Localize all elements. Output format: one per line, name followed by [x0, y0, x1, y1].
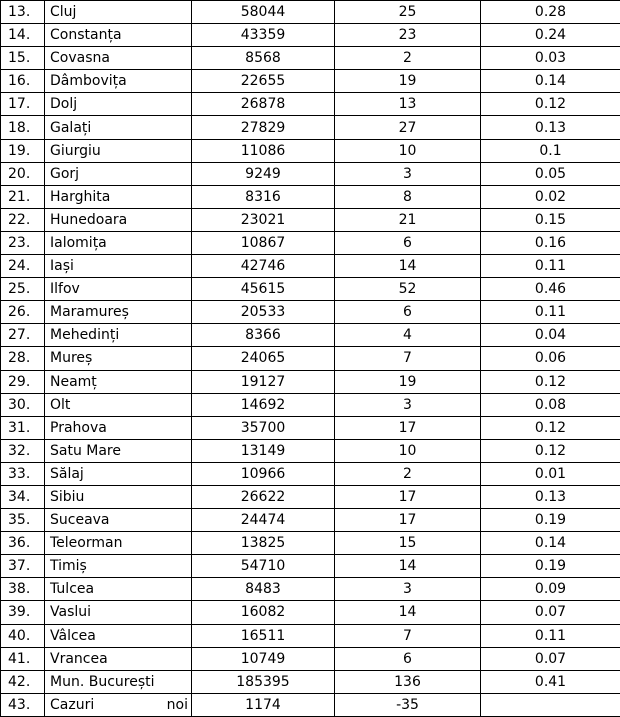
row-number-cell: 16.: [1, 70, 45, 93]
table-row: [1, 532, 620, 555]
count-cell: 3: [335, 393, 481, 416]
table-row: [1, 670, 620, 693]
table-row: [1, 555, 620, 578]
table-row: [1, 370, 620, 393]
count-cell: 3: [335, 162, 481, 185]
rate-cell: 0.09: [481, 578, 620, 601]
county-name-cell: Olt: [45, 393, 192, 416]
value-cell: 45615: [192, 278, 335, 301]
new-cases-label-right: noi: [167, 695, 188, 715]
row-number-cell: 33.: [1, 462, 45, 485]
rate-cell: 0.24: [481, 24, 620, 47]
rate-cell: 0.02: [481, 185, 620, 208]
table-row: [1, 462, 620, 485]
table-row: [1, 347, 620, 370]
row-number-cell: 19.: [1, 139, 45, 162]
value-cell: 26622: [192, 485, 335, 508]
table-row: [1, 278, 620, 301]
county-name-cell: Hunedoara: [45, 208, 192, 231]
row-number-cell: 21.: [1, 185, 45, 208]
row-number-cell: 26.: [1, 301, 45, 324]
rate-cell: 0.01: [481, 462, 620, 485]
value-cell: 11086: [192, 139, 335, 162]
county-name-cell: Ialomița: [45, 231, 192, 254]
count-cell: 23: [335, 24, 481, 47]
count-cell: 8: [335, 185, 481, 208]
value-cell: 27829: [192, 116, 335, 139]
value-cell: 10749: [192, 647, 335, 670]
value-cell: 8366: [192, 324, 335, 347]
row-number-cell: 34.: [1, 485, 45, 508]
rate-cell: 0.07: [481, 601, 620, 624]
county-name-cell: Vâlcea: [45, 624, 192, 647]
count-cell: 13: [335, 93, 481, 116]
count-cell: 6: [335, 231, 481, 254]
row-number-cell: 24.: [1, 255, 45, 278]
table-row: [1, 509, 620, 532]
count-cell: 2: [335, 47, 481, 70]
rate-cell: 0.11: [481, 624, 620, 647]
county-name-cell: Sălaj: [45, 462, 192, 485]
row-number-cell: 42.: [1, 670, 45, 693]
value-cell: 13149: [192, 439, 335, 462]
value-cell: 23021: [192, 208, 335, 231]
count-cell: 6: [335, 647, 481, 670]
county-name-cell: Mehedinți: [45, 324, 192, 347]
row-number-cell: 41.: [1, 647, 45, 670]
county-name-cell: Timiș: [45, 555, 192, 578]
count-cell: 2: [335, 462, 481, 485]
rate-cell: 0.28: [481, 1, 620, 24]
table-row: [1, 485, 620, 508]
table-row: [1, 162, 620, 185]
rate-cell: 0.04: [481, 324, 620, 347]
count-cell: 14: [335, 555, 481, 578]
value-cell: 58044: [192, 1, 335, 24]
county-name-cell: Dâmbovița: [45, 70, 192, 93]
rate-cell: 0.12: [481, 439, 620, 462]
value-cell: 8316: [192, 185, 335, 208]
county-name-cell: Constanța: [45, 24, 192, 47]
count-cell: 10: [335, 439, 481, 462]
count-cell: 136: [335, 670, 481, 693]
rate-cell: 0.41: [481, 670, 620, 693]
count-cell: 27: [335, 116, 481, 139]
count-cell: 17: [335, 485, 481, 508]
rate-cell: 0.06: [481, 347, 620, 370]
county-name-cell: Harghita: [45, 185, 192, 208]
rate-cell: 0.13: [481, 485, 620, 508]
rate-cell: 0.11: [481, 255, 620, 278]
table-row: [1, 208, 620, 231]
rate-cell: 0.07: [481, 647, 620, 670]
row-number-cell: 28.: [1, 347, 45, 370]
county-name-cell: Satu Mare: [45, 439, 192, 462]
county-name-cell: Suceava: [45, 509, 192, 532]
row-number-cell: 43.: [1, 693, 45, 716]
rate-cell: 0.16: [481, 231, 620, 254]
value-cell: 22655: [192, 70, 335, 93]
value-cell: 13825: [192, 532, 335, 555]
county-name-cell: Iași: [45, 255, 192, 278]
table-row: [1, 693, 620, 716]
rate-cell: 0.14: [481, 70, 620, 93]
row-number-cell: 38.: [1, 578, 45, 601]
row-number-cell: 17.: [1, 93, 45, 116]
count-cell: 3: [335, 578, 481, 601]
table-row: [1, 647, 620, 670]
table-row: [1, 93, 620, 116]
table-row: [1, 439, 620, 462]
table-body: [1, 1, 620, 717]
rate-cell: 0.08: [481, 393, 620, 416]
count-cell: -35: [335, 693, 481, 716]
row-number-cell: 29.: [1, 370, 45, 393]
count-cell: 4: [335, 324, 481, 347]
county-name-cell: Cluj: [45, 1, 192, 24]
county-name-cell: Teleorman: [45, 532, 192, 555]
value-cell: 10966: [192, 462, 335, 485]
row-number-cell: 35.: [1, 509, 45, 532]
county-name-cell: Maramureș: [45, 301, 192, 324]
row-number-cell: 37.: [1, 555, 45, 578]
rate-cell: 0.46: [481, 278, 620, 301]
count-cell: 19: [335, 70, 481, 93]
row-number-cell: 14.: [1, 24, 45, 47]
rate-cell: 0.12: [481, 93, 620, 116]
value-cell: 54710: [192, 555, 335, 578]
count-cell: 25: [335, 1, 481, 24]
county-name-cell: Galați: [45, 116, 192, 139]
row-number-cell: 40.: [1, 624, 45, 647]
count-cell: 17: [335, 509, 481, 532]
count-cell: 19: [335, 370, 481, 393]
table-row: [1, 578, 620, 601]
rate-cell: 0.19: [481, 555, 620, 578]
value-cell: 8568: [192, 47, 335, 70]
count-cell: 21: [335, 208, 481, 231]
rate-cell: 0.05: [481, 162, 620, 185]
table-row: [1, 185, 620, 208]
table-row: [1, 116, 620, 139]
county-name-cell: Vaslui: [45, 601, 192, 624]
value-cell: 20533: [192, 301, 335, 324]
county-name-cell: Gorj: [45, 162, 192, 185]
table-row: [1, 24, 620, 47]
row-number-cell: 25.: [1, 278, 45, 301]
rate-cell: 0.12: [481, 416, 620, 439]
row-number-cell: 15.: [1, 47, 45, 70]
table-row: [1, 139, 620, 162]
county-name-cell: Tulcea: [45, 578, 192, 601]
count-cell: 7: [335, 347, 481, 370]
row-number-cell: 31.: [1, 416, 45, 439]
value-cell: 8483: [192, 578, 335, 601]
county-name-cell: Dolj: [45, 93, 192, 116]
row-number-cell: 23.: [1, 231, 45, 254]
county-name-cell: Prahova: [45, 416, 192, 439]
value-cell: 24474: [192, 509, 335, 532]
table-row: [1, 301, 620, 324]
count-cell: 14: [335, 601, 481, 624]
county-name-cell: Ilfov: [45, 278, 192, 301]
table-row: [1, 601, 620, 624]
table-row: [1, 1, 620, 24]
county-name-cell: Mun. București: [45, 670, 192, 693]
count-cell: 17: [335, 416, 481, 439]
rate-cell: 0.13: [481, 116, 620, 139]
row-number-cell: 27.: [1, 324, 45, 347]
row-number-cell: 22.: [1, 208, 45, 231]
table-row: [1, 255, 620, 278]
table-row: [1, 624, 620, 647]
value-cell: 24065: [192, 347, 335, 370]
value-cell: 19127: [192, 370, 335, 393]
rate-cell: 0.03: [481, 47, 620, 70]
table-row: [1, 70, 620, 93]
row-number-cell: 20.: [1, 162, 45, 185]
county-name-cell: Neamț: [45, 370, 192, 393]
county-name-cell: Covasna: [45, 47, 192, 70]
row-number-cell: 13.: [1, 1, 45, 24]
rate-cell: 0.12: [481, 370, 620, 393]
rate-cell: 0.1: [481, 139, 620, 162]
rate-cell: 0.15: [481, 208, 620, 231]
table-row: [1, 231, 620, 254]
new-cases-label-left: Cazuri: [50, 695, 94, 715]
value-cell: 1174: [192, 693, 335, 716]
value-cell: 14692: [192, 393, 335, 416]
count-cell: 10: [335, 139, 481, 162]
row-number-cell: 39.: [1, 601, 45, 624]
count-cell: 7: [335, 624, 481, 647]
rate-cell: [481, 693, 620, 716]
rate-cell: 0.14: [481, 532, 620, 555]
county-name-cell: Sibiu: [45, 485, 192, 508]
county-name-cell: Giurgiu: [45, 139, 192, 162]
row-number-cell: 36.: [1, 532, 45, 555]
row-number-cell: 32.: [1, 439, 45, 462]
table-row: [1, 416, 620, 439]
value-cell: 42746: [192, 255, 335, 278]
count-cell: 52: [335, 278, 481, 301]
row-number-cell: 18.: [1, 116, 45, 139]
rate-cell: 0.11: [481, 301, 620, 324]
count-cell: 15: [335, 532, 481, 555]
value-cell: 16511: [192, 624, 335, 647]
value-cell: 35700: [192, 416, 335, 439]
county-name-cell: [45, 693, 192, 716]
value-cell: 16082: [192, 601, 335, 624]
table-row: [1, 47, 620, 70]
table-row: [1, 393, 620, 416]
count-cell: 6: [335, 301, 481, 324]
value-cell: 43359: [192, 24, 335, 47]
value-cell: 10867: [192, 231, 335, 254]
row-number-cell: 30.: [1, 393, 45, 416]
count-cell: 14: [335, 255, 481, 278]
value-cell: 9249: [192, 162, 335, 185]
county-name-cell: Mureș: [45, 347, 192, 370]
rate-cell: 0.19: [481, 509, 620, 532]
table-row: [1, 324, 620, 347]
county-name-cell: Vrancea: [45, 647, 192, 670]
value-cell: 26878: [192, 93, 335, 116]
value-cell: 185395: [192, 670, 335, 693]
